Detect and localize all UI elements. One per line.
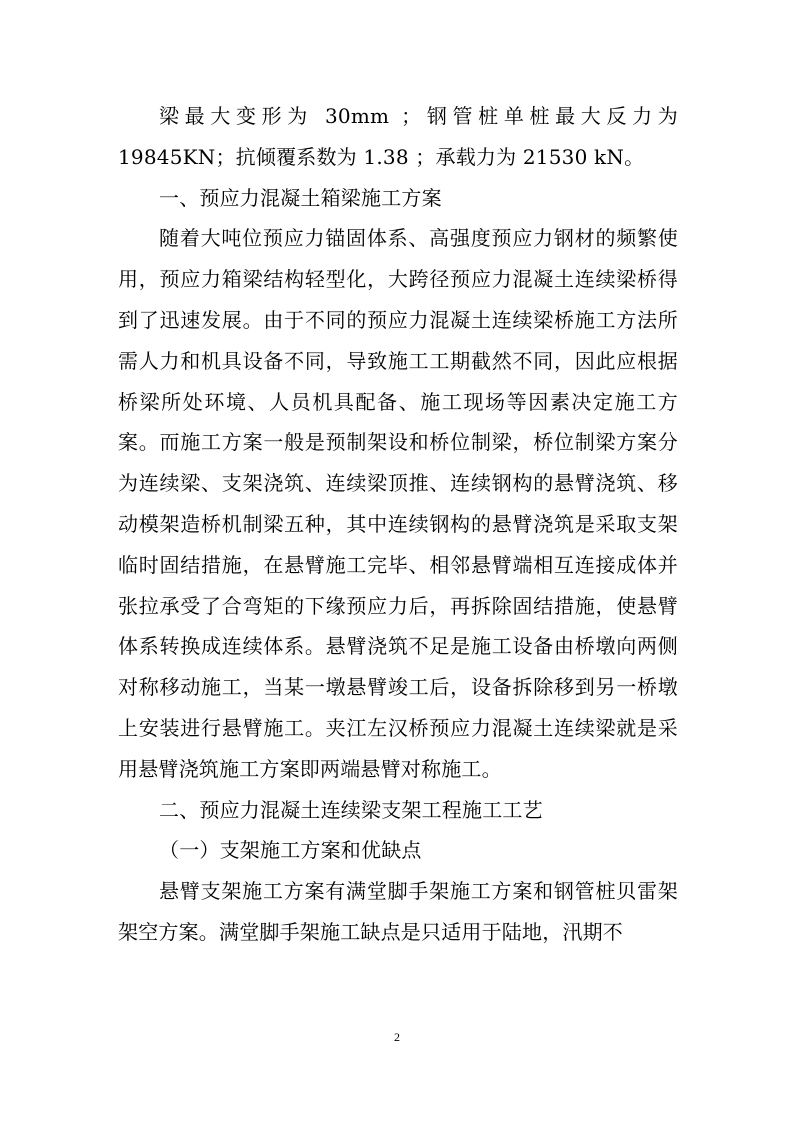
section-heading-1: 一、预应力混凝土箱梁施工方案 (159, 185, 442, 210)
paragraph-load-results: 梁最大变形为 30mm ；钢管桩单桩最大反力为 19845KN；抗倾覆系数为 1.38 ；承载力为 21530 kN。 (118, 104, 678, 169)
paragraph-support-schemes: 悬臂支架施工方案有满堂脚手架施工方案和钢管桩贝雷架架空方案。满堂脚手架施工缺点是只适用于陆地，汛期不 (118, 879, 678, 944)
body-text (118, 96, 678, 953)
subsection-heading-1: （一）支架施工方案和优缺点 (159, 838, 422, 863)
page-number: 2 (394, 1030, 400, 1044)
section-heading-2: 二、预应力混凝土连续梁支架工程施工工艺 (159, 797, 543, 822)
paragraph-construction-methods: 随着大吨位预应力锚固体系、高强度预应力钢材的频繁使用，预应力箱梁结构轻型化，大跨径预应力混凝土连续梁桥得到了迅速发展。由于不同的预应力混凝土连续梁桥施工方法所需人力和机具设备不同，导致施工工期截然不同，因此应根据桥梁所处环境、人员机具配备、施工现场等因素决定施工方案。而施工方案一般是预制架设和桥位制梁，桥位制梁方案分为连续梁、支架浇筑、连续梁顶推、连续钢构的悬臂浇筑、移动模架造桥机制梁五种，其中连续钢构的悬臂浇筑是采取支架临时固结措施，在悬臂施工完毕、相邻悬臂端相互连接成体并张拉承受了合弯矩的下缘预应力后，再拆除固结措施，使悬臂体系转换成连续体系。悬臂浇筑不足是施工设备由桥墩向两侧对称移动施工，当某一墩悬臂竣工后，设备拆除移到另一桥墩上安装进行悬臂施工。夹江左汉桥预应力混凝土连续梁就是采用悬臂浇筑施工方案即两端悬臂对称施工。 (118, 226, 678, 781)
